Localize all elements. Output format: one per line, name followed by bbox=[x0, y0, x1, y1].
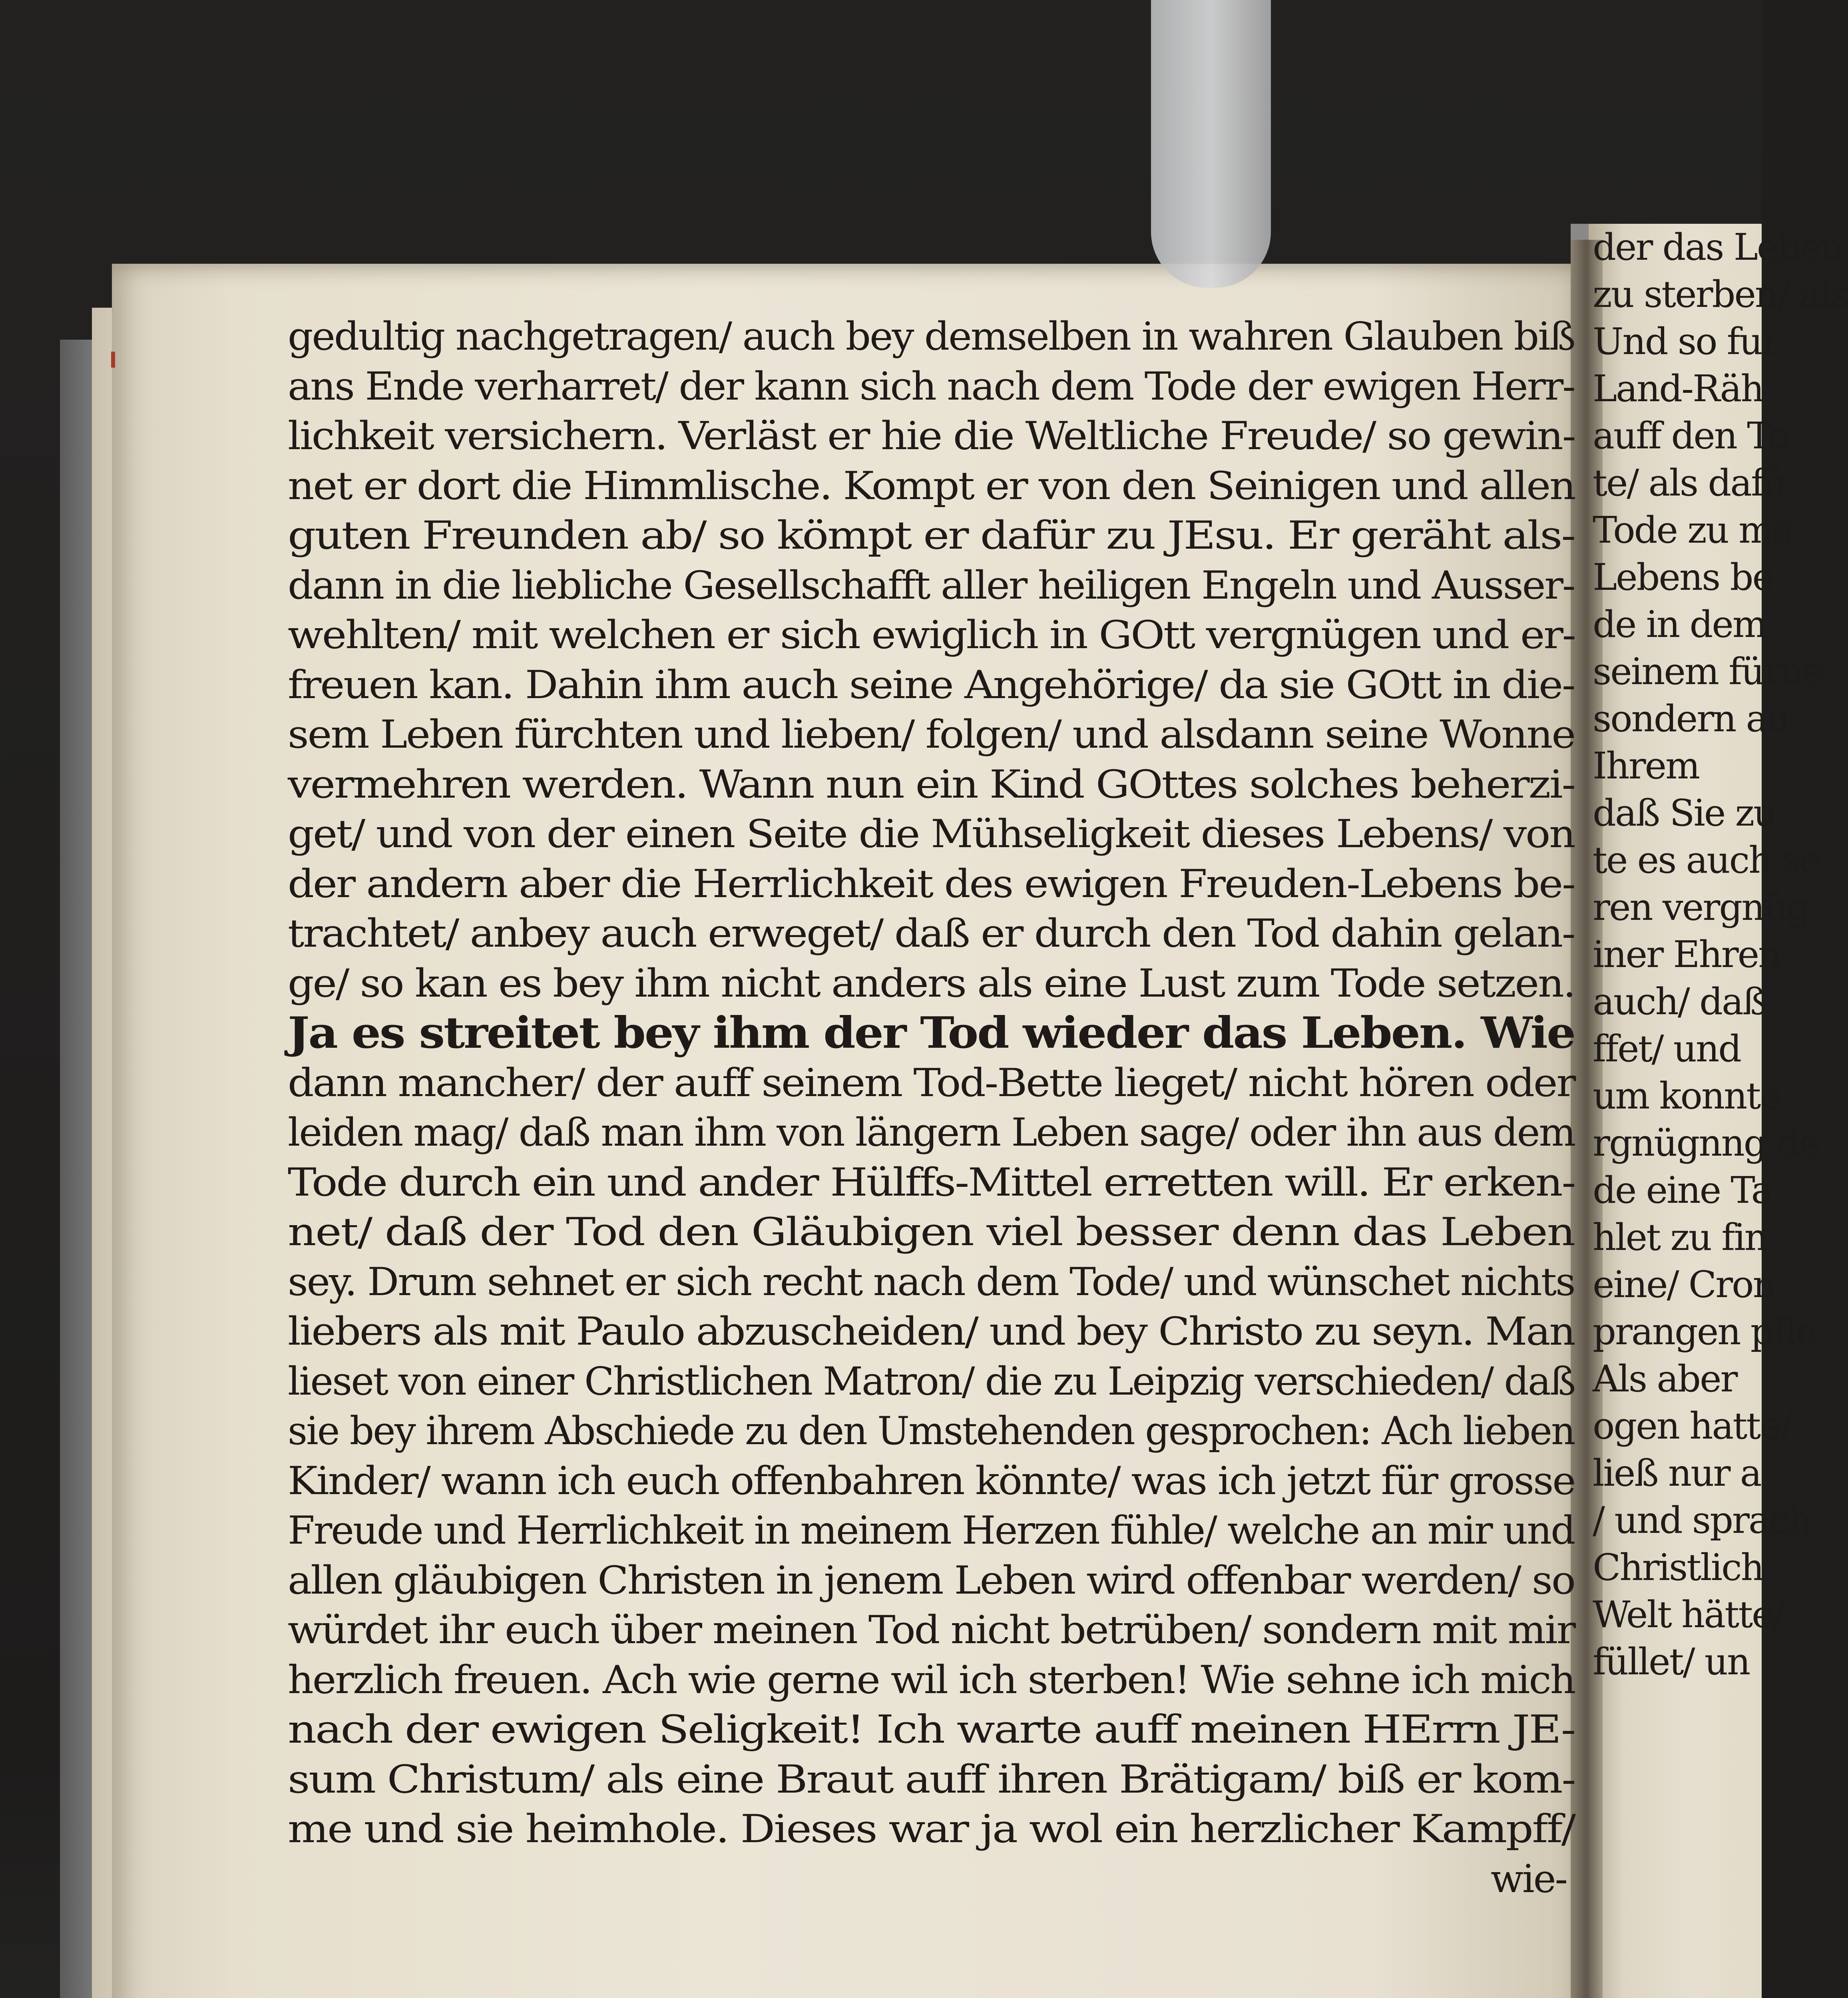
text-line: der andern aber die Herrlichkeit des ewigen Freuden-Lebens be- bbox=[288, 861, 1575, 906]
text-line: trachtet/ anbey auch erweget/ daß er durch den Tod dahin gelan- bbox=[288, 911, 1575, 956]
emphasized-text-line: Ja es streitet bey ihm der Tod wieder das Leben. Wie bbox=[288, 1008, 1575, 1058]
text-line: ge/ so kan es bey ihm nicht anders als eine Lust zum Tode setzen. bbox=[288, 961, 1575, 1006]
right-page-text-fragment bbox=[1593, 224, 1848, 1982]
text-line: hlet zu fin bbox=[1593, 1216, 1767, 1259]
page-clip-top bbox=[1151, 0, 1271, 288]
text-line: Christlich bbox=[1593, 1546, 1763, 1589]
text-line: wehlten/ mit welchen er sich ewiglich in GOtt vergnügen und er- bbox=[288, 613, 1575, 657]
text-line: sey. Drum sehnet er sich recht nach dem Tode/ und wünschet nichts bbox=[288, 1259, 1575, 1304]
text-line: Und so fur bbox=[1593, 320, 1778, 363]
text-line: lichkeit versichern. Verläst er hie die Weltliche Freude/ so gewin- bbox=[288, 414, 1575, 458]
text-line: net/ daß der Tod den Gläubigen viel besser denn das Leben bbox=[288, 1210, 1575, 1254]
text-line: sum Christum/ als eine Braut auff ihren Brätigam/ biß er kom- bbox=[288, 1757, 1575, 1802]
text-line: de eine Ta bbox=[1593, 1169, 1772, 1212]
text-line: te/ als dafü bbox=[1593, 462, 1786, 504]
text-line: zu sterben/ als bbox=[1593, 273, 1848, 316]
text-line: ffet/ und bbox=[1593, 1027, 1741, 1070]
text-line: eine/ Cron bbox=[1593, 1263, 1775, 1306]
text-line: freuen kan. Dahin ihm auch seine Angehörige/ da sie GOtt in die- bbox=[288, 662, 1575, 707]
text-line: Als aber bbox=[1593, 1357, 1737, 1400]
text-line: vermehren werden. Wann nun ein Kind GOttes solches beherzi- bbox=[288, 762, 1575, 807]
text-line: / und sprach bbox=[1593, 1499, 1811, 1542]
text-line: Tode durch ein und ander Hülffs-Mittel erretten will. Er erken- bbox=[288, 1160, 1575, 1205]
text-line: seinem fürne bbox=[1593, 650, 1823, 693]
text-line: daß Sie zu bbox=[1593, 792, 1776, 834]
text-line: liebers als mit Paulo abzuscheiden/ und bey Christo zu seyn. Man bbox=[288, 1309, 1575, 1354]
text-line: sem Leben fürchten und lieben/ folgen/ und alsdann seine Wonne bbox=[288, 712, 1575, 757]
text-line: de in dem bbox=[1593, 603, 1766, 646]
catchword: wie- bbox=[1490, 1856, 1567, 1901]
text-line: Ihrem bbox=[1593, 744, 1699, 787]
text-line: get/ und von der einen Seite die Mühseligkeit dieses Lebens/ von bbox=[288, 812, 1575, 856]
text-line: rgnügnng de bbox=[1593, 1122, 1820, 1164]
text-line: sie bey ihrem Abschiede zu den Umstehenden gesprochen: Ach lieben bbox=[288, 1409, 1575, 1453]
text-line: leiden mag/ daß man ihm von längern Leben sage/ oder ihn aus dem bbox=[288, 1110, 1575, 1155]
text-line: Welt hätte/ bbox=[1593, 1593, 1784, 1636]
text-line: ans Ende verharret/ der kann sich nach dem Tode der ewigen Herr- bbox=[288, 364, 1575, 409]
text-line: herzlich freuen. Ach wie gerne wil ich sterben! Wie sehne ich mich bbox=[288, 1657, 1575, 1702]
text-line: Tode zu ma bbox=[1593, 509, 1793, 551]
text-line: te es auch se bbox=[1593, 839, 1820, 882]
text-line: um konnte bbox=[1593, 1075, 1780, 1117]
text-line: sondern au bbox=[1593, 697, 1789, 740]
text-line: nach der ewigen Seligkeit! Ich warte auff meinen HErrn JE- bbox=[288, 1707, 1575, 1752]
left-page-text bbox=[288, 312, 1575, 1904]
text-line: lieset von einer Christlichen Matron/ die zu Leipzig verschieden/ daß bbox=[288, 1359, 1575, 1404]
text-line: gedultig nachgetragen/ auch bey demselben in wahren Glauben biß bbox=[288, 314, 1575, 359]
margin-mark bbox=[111, 352, 115, 368]
text-line: ren vergnüg bbox=[1593, 886, 1809, 929]
text-line: prangen pfle bbox=[1593, 1310, 1816, 1353]
text-line: ließ nur a bbox=[1593, 1452, 1761, 1495]
text-line: füllet/ un bbox=[1593, 1640, 1750, 1683]
text-line: dann in die liebliche Gesellschafft aller heiligen Engeln und Ausser- bbox=[288, 563, 1575, 608]
text-line: würdet ihr euch über meinen Tod nicht betrüben/ sondern mit mir bbox=[288, 1608, 1575, 1652]
text-line: Lebens be bbox=[1593, 556, 1773, 599]
text-line: iner Ehren bbox=[1593, 933, 1781, 976]
text-line: allen gläubigen Christen in jenem Leben wird offenbar werden/ so bbox=[288, 1558, 1575, 1603]
text-line: auff den To bbox=[1593, 414, 1788, 457]
text-line: net er dort die Himmlische. Kompt er von den Seinigen und allen bbox=[288, 463, 1575, 508]
text-line: dann mancher/ der auff seinem Tod-Bette lieget/ nicht hören oder bbox=[288, 1060, 1575, 1105]
text-line: Land-Räh bbox=[1593, 367, 1763, 410]
text-line: Kinder/ wann ich euch offenbahren könnte/ was ich jetzt für grosse bbox=[288, 1458, 1575, 1503]
text-line: me und sie heimhole. Dieses war ja wol ein herzlicher Kampff/ bbox=[288, 1807, 1575, 1851]
text-line: Freude und Herrlichkeit in meinem Herzen fühle/ welche an mir und bbox=[288, 1508, 1575, 1553]
text-line: guten Freunden ab/ so kömpt er dafür zu JEsu. Er geräht als- bbox=[288, 513, 1575, 558]
text-line: auch/ daß bbox=[1593, 980, 1766, 1023]
text-line: ogen hatte/ bbox=[1593, 1405, 1792, 1447]
text-line: der das Leben bbox=[1593, 226, 1843, 269]
